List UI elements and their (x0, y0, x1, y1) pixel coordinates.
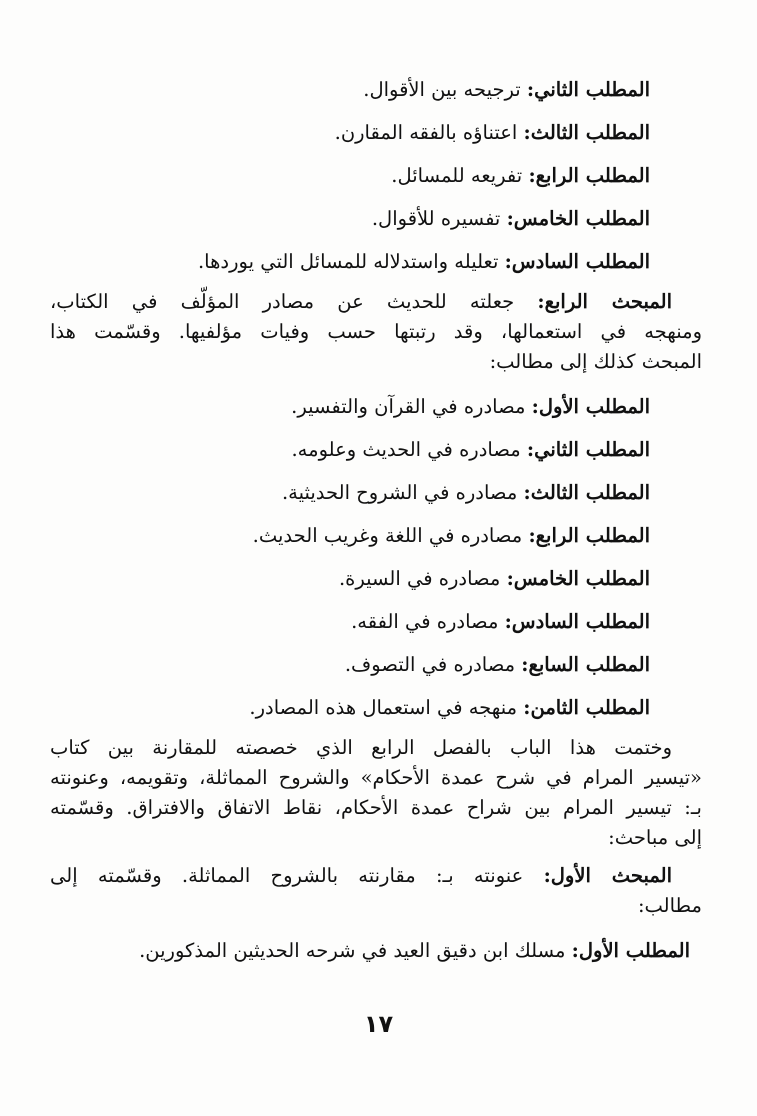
item-text: مصادره في السيرة. (338, 567, 501, 590)
list-item (50, 686, 702, 729)
list-item (50, 111, 702, 154)
page-number: ١٧ (363, 1010, 394, 1038)
item-label: المطلب الأول: (571, 939, 690, 962)
list-item (50, 197, 702, 240)
list-item (50, 68, 702, 111)
closing-paragraph (50, 733, 702, 853)
paragraph-line (50, 287, 702, 317)
item-label: المطلب الأول: (531, 395, 650, 418)
item-label: المطلب الرابع: (528, 164, 650, 187)
page-body (50, 68, 702, 972)
item-label: المطلب الثالث: (523, 481, 650, 504)
paragraph-line: بـ: تيسير المرام بين شراح عمدة الأحكام، نقاط الاتفاق والافتراق. وقسّمته (50, 796, 702, 819)
paragraph-text: عنونته بـ: مقارنته بالشروح المماثلة. وقسّمته إلى (50, 864, 524, 887)
item-text: مصادره في الحديث وعلومه. (291, 438, 521, 461)
item-text: مصادره في التصوف. (344, 653, 516, 676)
list-item (50, 471, 702, 514)
list-item (50, 643, 702, 686)
item-label: المطلب السادس: (504, 610, 650, 633)
item-label: المطلب الثاني: (526, 78, 650, 101)
item-label: المطلب الثاني: (526, 438, 650, 461)
item-text: تفسيره للأقوال. (371, 207, 501, 230)
item-text: مسلك ابن دقيق العيد في شرحه الحديثين المذكورين. (139, 939, 566, 962)
item-text: مصادره في الشروح الحديثية. (281, 481, 518, 504)
list-item (50, 428, 702, 471)
paragraph-line: المبحث كذلك إلى مطالب: (489, 350, 702, 373)
list-item (50, 514, 702, 557)
item-label: المطلب الخامس: (506, 567, 650, 590)
list-item (50, 154, 702, 197)
list-item (50, 557, 702, 600)
item-text: مصادره في القرآن والتفسير. (291, 395, 526, 418)
list-item (50, 240, 702, 283)
paragraph-line: ومنهجه في استعمالها، وقد رتبتها حسب وفيات مؤلفيها. وقسّمت هذا (50, 320, 702, 343)
paragraph-line: «تيسير المرام في شرح عمدة الأحكام» والشروح المماثلة، وتقويمه، وعنونته (50, 766, 702, 789)
list-item (50, 600, 702, 643)
item-label: المطلب السابع: (521, 653, 650, 676)
mabhath-4-paragraph (50, 287, 702, 377)
item-text: اعتناؤه بالفقه المقارن. (334, 121, 518, 144)
item-label: المطلب الخامس: (506, 207, 650, 230)
list-item (50, 385, 702, 428)
item-text: تفريعه للمسائل. (391, 164, 523, 187)
item-text: ترجيحه بين الأقوال. (363, 78, 521, 101)
mabhath-label: المبحث الأول: (543, 864, 672, 887)
paragraph-line: وختمت هذا الباب بالفصل الرابع الذي خصصته للمقارنة بين كتاب (50, 736, 672, 759)
mabhath-label: المبحث الرابع: (537, 290, 672, 313)
item-text: تعليله واستدلاله للمسائل التي يوردها. (197, 250, 499, 273)
item-label: المطلب السادس: (504, 250, 650, 273)
item-text: مصادره في الفقه. (351, 610, 499, 633)
mabhath-1-paragraph (50, 861, 702, 921)
paragraph-text: جعلته للحديث عن مصادر المؤلّف في الكتاب، (50, 290, 515, 313)
item-label: المطلب الثامن: (523, 696, 650, 719)
paragraph-line: مطالب: (637, 894, 702, 917)
item-label: المطلب الثالث: (523, 121, 650, 144)
paragraph-line (50, 861, 702, 891)
paragraph-line: إلى مباحث: (608, 826, 702, 849)
item-text: مصادره في اللغة وغريب الحديث. (252, 524, 523, 547)
list-item (50, 929, 702, 972)
item-text: منهجه في استعمال هذه المصادر. (249, 696, 518, 719)
item-label: المطلب الرابع: (528, 524, 650, 547)
